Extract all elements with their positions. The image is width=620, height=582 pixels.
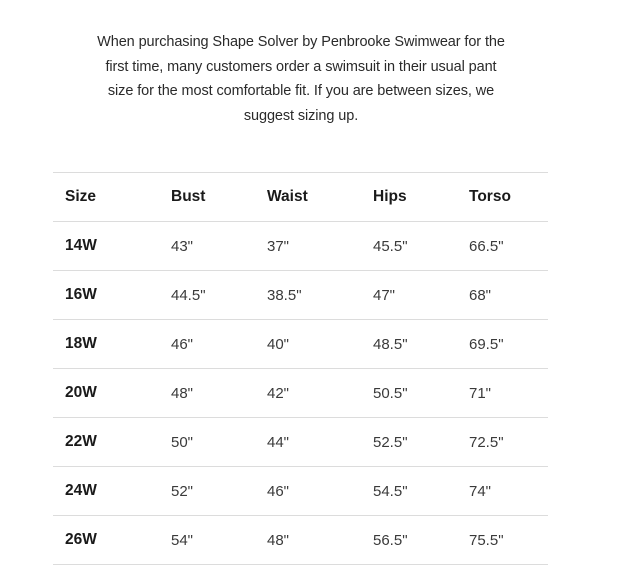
hips-cell: 56.5": [373, 516, 469, 565]
waist-cell: 40": [267, 320, 373, 369]
bust-cell: 43": [171, 222, 267, 271]
intro-line: size for the most comfortable fit. If you are between sizes, we: [107, 83, 495, 99]
table-row: [53, 222, 548, 271]
column-header-bust: Bust: [171, 173, 267, 222]
size-chart-table: [53, 172, 548, 565]
waist-cell: 38.5": [267, 271, 373, 320]
waist-cell: 44": [267, 418, 373, 467]
bust-cell: 50": [171, 418, 267, 467]
hips-cell: 48.5": [373, 320, 469, 369]
hips-cell: 50.5": [373, 369, 469, 418]
table-row: [53, 271, 548, 320]
bust-cell: 54": [171, 516, 267, 565]
torso-cell: 66.5": [469, 222, 548, 271]
hips-cell: 47": [373, 271, 469, 320]
intro-line: When purchasing Shape Solver by Penbrooke Swimwear for the: [97, 34, 505, 50]
table-header-row: [53, 173, 548, 222]
bust-cell: 52": [171, 467, 267, 516]
bust-cell: 46": [171, 320, 267, 369]
size-cell: 22W: [53, 418, 171, 467]
size-cell: 16W: [53, 271, 171, 320]
waist-cell: 37": [267, 222, 373, 271]
column-header-waist: Waist: [267, 173, 373, 222]
waist-cell: 42": [267, 369, 373, 418]
torso-cell: 72.5": [469, 418, 548, 467]
table-row: [53, 320, 548, 369]
size-cell: 24W: [53, 467, 171, 516]
table-row: [53, 369, 548, 418]
table-row: [53, 418, 548, 467]
torso-cell: 71": [469, 369, 548, 418]
torso-cell: 74": [469, 467, 548, 516]
intro-line: first time, many customers order a swimsuit in their usual pant: [105, 58, 497, 75]
torso-cell: 68": [469, 271, 548, 320]
bust-cell: 48": [171, 369, 267, 418]
hips-cell: 54.5": [373, 467, 469, 516]
column-header-hips: Hips: [373, 173, 469, 222]
size-cell: 26W: [53, 516, 171, 565]
column-header-size: Size: [53, 173, 171, 222]
hips-cell: 52.5": [373, 418, 469, 467]
waist-cell: 48": [267, 516, 373, 565]
size-cell: 18W: [53, 320, 171, 369]
waist-cell: 46": [267, 467, 373, 516]
column-header-torso: Torso: [469, 173, 548, 222]
size-cell: 20W: [53, 369, 171, 418]
size-cell: 14W: [53, 222, 171, 271]
intro-line: suggest sizing up.: [243, 107, 359, 124]
intro-paragraph: [80, 30, 522, 128]
torso-cell: 69.5": [469, 320, 548, 369]
bust-cell: 44.5": [171, 271, 267, 320]
table-row: [53, 516, 548, 565]
hips-cell: 45.5": [373, 222, 469, 271]
table-row: [53, 467, 548, 516]
torso-cell: 75.5": [469, 516, 548, 565]
